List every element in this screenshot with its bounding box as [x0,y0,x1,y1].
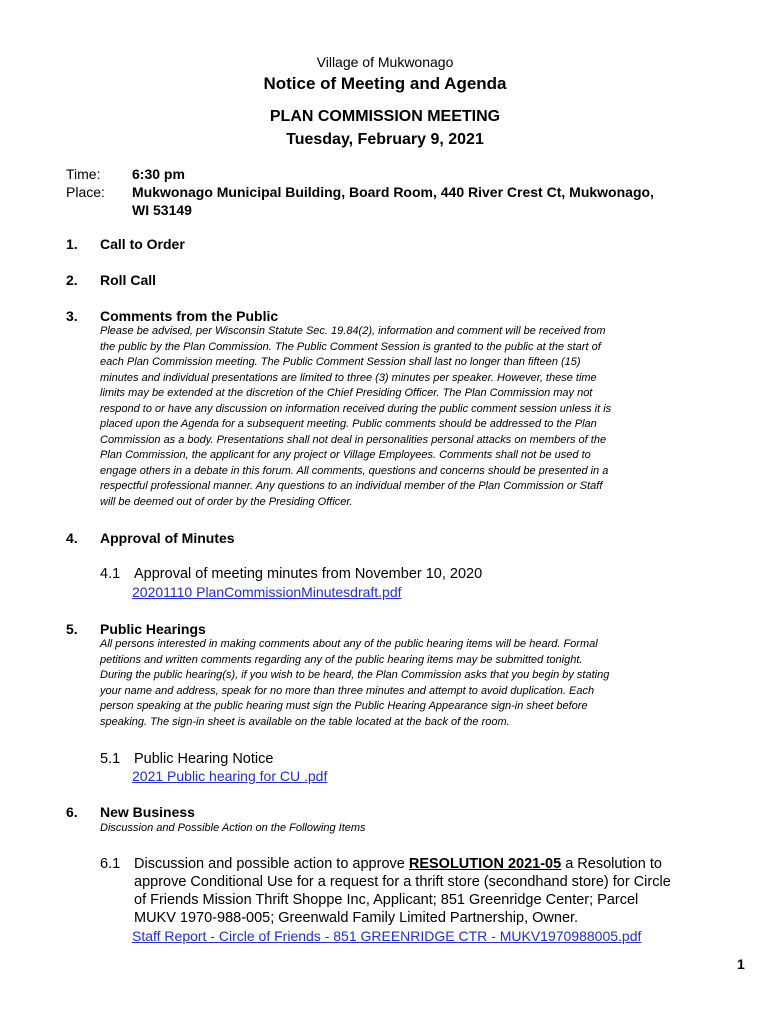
staff-report-pdf-link[interactable]: Staff Report - Circle of Friends - 851 GREENRIDGE CTR - MUKV1970988005.pdf [132,928,642,944]
new-business-text: Discussion and Possible Action on the Following Items [100,822,366,834]
text-line: person speaking at the public hearing must sign the Public Hearing Appearance sign-in sheet before [100,700,588,712]
text-line: minutes and individual presentations are limited to three (3) minutes per speaker. However, these time [100,371,597,384]
item-title-public-hearings: Public Hearings [100,621,206,637]
text-line: During the public hearing(s), if you wish to be heard, the Plan Commission asks that you begin by stating [100,669,610,681]
text-line: approve Conditional Use for a request for a thrift store (secondhand store) for Circle [134,874,671,890]
item-title-public-comments: Comments from the Public [100,308,279,324]
text-line: will be deemed out of order by the Presiding Officer. [100,495,353,508]
place-value-line1: Mukwonago Municipal Building, Board Room, 440 River Crest Ct, Mukwonago, [132,184,654,200]
notice-title: Notice of Meeting and Agenda [263,74,507,93]
text-line: Plan Commission, the applicant for any project or Village Employees. Comments shall not be used to [100,449,591,461]
resolution-number: RESOLUTION 2021-05 [408,856,562,872]
public-comments-text [100,324,720,510]
text-line: limits may be extended at the discretion of the Chief Presiding Officer. The Plan Commission may not [100,387,593,399]
meeting-date: Tuesday, February 9, 2021 [286,131,484,148]
text-before: Discussion and possible action to approve [134,856,409,872]
text-line: placed upon the Agenda for a subsequent meeting. Public comments should be addressed to the Plan [100,418,597,430]
subitem-text: Public Hearing Notice [134,751,274,767]
subitem-number: 5.1 [100,751,121,767]
item-number: 4. [66,530,78,546]
text-line: petitions and written comments regarding any of the public hearing items may be submitted tonight. [100,653,583,666]
text-line: of Friends Mission Thrift Shoppe Inc, Applicant; 851 Greenridge Center; Parcel [134,892,639,908]
text-line: engage others in a debate in this forum. All comments, questions and concerns should be presented in a [100,464,609,477]
public-hearing-pdf-link[interactable]: 2021 Public hearing for CU .pdf [132,768,328,784]
minutes-pdf-link[interactable]: 20201110 PlanCommissionMinutesdraft.pdf [132,584,402,600]
subitem-text: Approval of meeting minutes from November 10, 2020 [134,566,483,582]
organization-name: Village of Mukwonago [316,54,454,70]
meeting-title: PLAN COMMISSION MEETING [269,108,501,125]
text-line: the public by the Plan Commission. The Public Comment Session is granted to the public at the start of [100,340,601,353]
item-number: 1. [66,236,78,252]
page-number: 1 [737,956,745,972]
text-line: Commission as a body. Presentations shall not deal in personalities personal attacks on members of the [100,433,607,446]
subitem-text-resolution [134,855,734,927]
public-hearings-text [100,637,720,730]
item-title-roll-call: Roll Call [100,272,157,288]
text-line: Please be advised, per Wisconsin Statute Sec. 19.84(2), information and comment will be received from [100,325,606,337]
item-title-new-business: New Business [100,804,195,820]
subitem-number: 4.1 [100,566,121,582]
place-label: Place: [66,184,105,200]
text-line: respond to or have any discussion on information received during the public comment session unless it is [100,402,612,415]
place-value-line2: WI 53149 [132,202,192,218]
text-line: respectful professional manner. Any questions to an individual member of the Plan Commission or Staff [100,480,603,492]
text-line: All persons interested in making comments about any of the public hearing items will be heard. Formal [100,638,598,650]
text-line: speaking. The sign-in sheet is available on the table located at the back of the room. [100,715,510,728]
time-label: Time: [66,166,101,182]
text-line: your name and address, speak for no more than three minutes and attempt to avoid duplication. Each [100,684,595,697]
time-value: 6:30 pm [132,166,185,182]
item-title-approval-of-minutes: Approval of Minutes [100,530,235,546]
subitem-number: 6.1 [100,856,121,872]
item-number: 5. [66,621,78,637]
item-number: 6. [66,804,78,820]
resolution-line [134,855,734,873]
text-line: each Plan Commission meeting. The Public Comment Session shall last no longer than fifteen (15) [100,356,581,368]
item-number: 2. [66,272,78,288]
item-title-call-to-order: Call to Order [100,236,185,252]
text-line: MUKV 1970-988-005; Greenwald Family Limited Partnership, Owner. [134,910,579,926]
item-number: 3. [66,308,78,324]
text-after: a Resolution to [561,856,662,872]
